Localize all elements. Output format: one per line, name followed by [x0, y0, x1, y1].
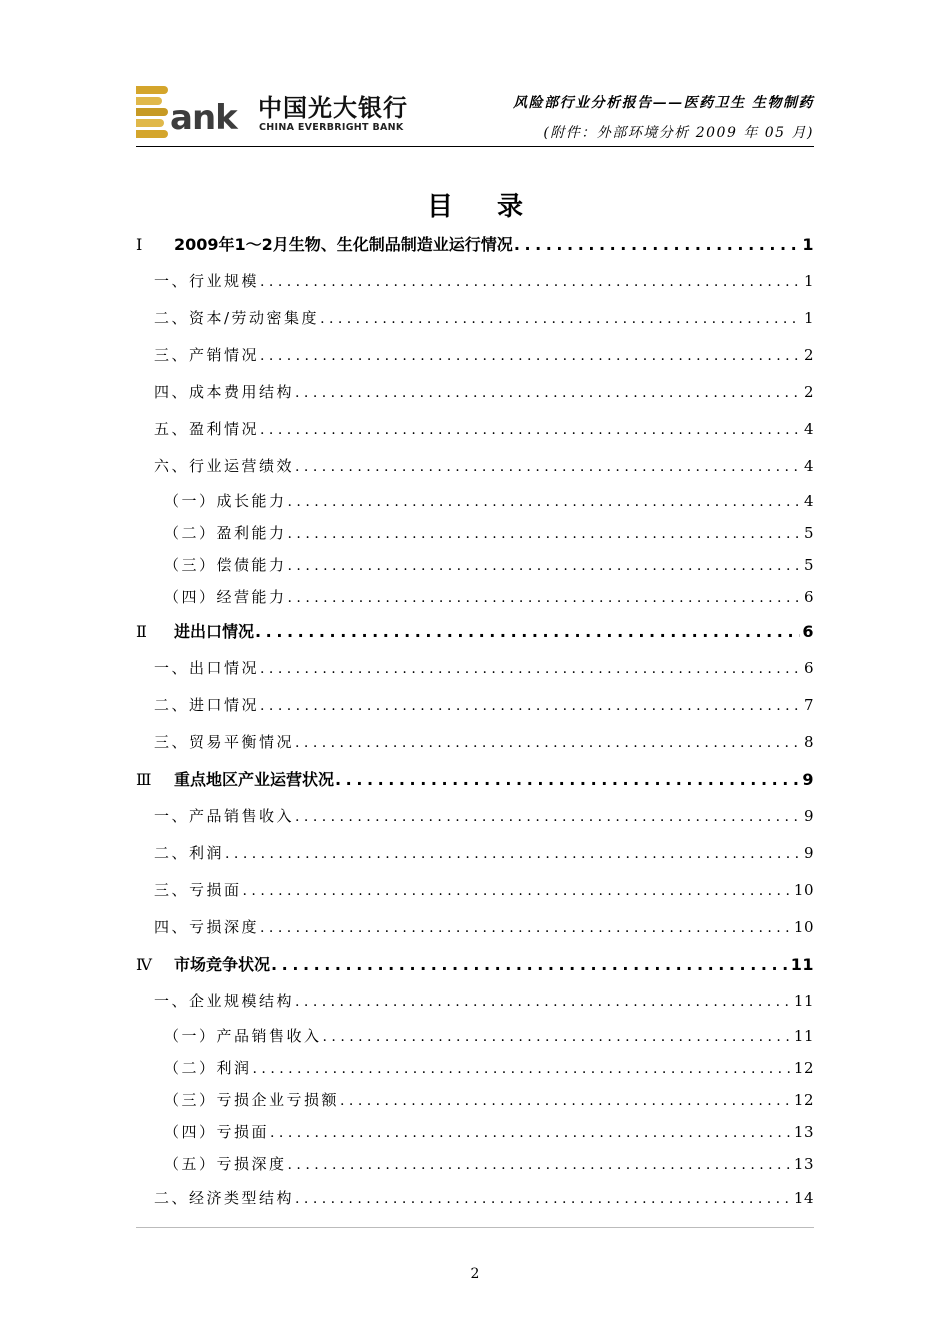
toc-entry-text: 三、贸易平衡情况	[154, 733, 295, 751]
toc-entry-label	[154, 448, 294, 485]
toc-entry-text: 四、亏损深度	[154, 918, 260, 936]
toc-entry[interactable]	[136, 517, 814, 549]
toc-dot-leader	[253, 1053, 792, 1084]
toc-entry-text: （四）亏损面	[164, 1123, 270, 1141]
toc-entry[interactable]	[136, 1148, 814, 1180]
toc-entry[interactable]	[136, 835, 814, 872]
toc-entry-text: 二、经济类型结构	[154, 1189, 295, 1207]
toc-entry-label	[164, 1052, 252, 1084]
toc-entry-label	[154, 687, 259, 724]
toc-entry[interactable]	[136, 613, 814, 650]
toc-page-number: 12	[793, 1091, 814, 1109]
toc-entry-label	[164, 581, 287, 613]
toc-entry-text: 进出口情况	[174, 622, 255, 641]
toc-entry[interactable]	[136, 798, 814, 835]
toc-entry-text: 三、产销情况	[154, 346, 260, 364]
toc-entry[interactable]	[136, 687, 814, 724]
toc-entry[interactable]	[136, 1052, 814, 1084]
toc-entry[interactable]	[136, 581, 814, 613]
footer-divider	[136, 1227, 814, 1228]
toc-entry-text: （三）偿债能力	[164, 556, 287, 574]
toc-entry-text: （一）成长能力	[164, 492, 287, 510]
toc-entry-text: 一、出口情况	[154, 659, 260, 677]
toc-dot-leader	[225, 836, 802, 872]
toc-page-number: 1	[802, 235, 814, 254]
toc-dot-leader	[288, 486, 802, 517]
toc-entry[interactable]	[136, 300, 814, 337]
toc-entry-label	[164, 485, 287, 517]
toc-entry-text: 三、亏损面	[154, 881, 242, 899]
page-header	[136, 70, 814, 148]
toc-dot-leader	[295, 799, 802, 835]
toc-entry-label	[164, 1020, 322, 1052]
toc-entry-text: （二）利润	[164, 1059, 252, 1077]
toc-dot-leader	[295, 375, 802, 411]
toc-dot-leader	[288, 550, 802, 581]
toc-dot-leader	[260, 412, 802, 448]
toc-entry-text: 一、企业规模结构	[154, 992, 295, 1010]
page-number: 2	[470, 1266, 480, 1282]
toc-dot-leader	[514, 226, 801, 263]
toc-dot-leader	[295, 1181, 792, 1217]
toc-entry-text: （五）亏损深度	[164, 1155, 287, 1173]
toc-page-number: 10	[793, 918, 814, 936]
logo-word-text: ank	[170, 98, 237, 138]
toc-dot-leader	[260, 264, 802, 300]
toc-title: 目录	[426, 192, 567, 222]
logo-english-name: CHINA EVERBRIGHT BANK	[259, 122, 404, 133]
toc-dot-leader	[243, 873, 792, 909]
toc-entry-label	[164, 517, 287, 549]
toc-page-number: 6	[803, 588, 814, 606]
toc-page-number: 11	[790, 955, 814, 974]
toc-page-number: 7	[803, 696, 814, 714]
toc-entry-text: 重点地区产业运营状况	[174, 770, 335, 789]
toc-page-number: 5	[803, 524, 814, 542]
toc-page-number: 9	[803, 844, 814, 862]
toc-entry[interactable]	[136, 724, 814, 761]
toc-entry[interactable]	[136, 448, 814, 485]
toc-dot-leader	[323, 1021, 792, 1052]
toc-dot-leader	[260, 651, 802, 687]
toc-entry-label	[154, 374, 294, 411]
toc-entry-text: 二、资本/劳动密集度	[154, 309, 320, 327]
toc-page-number: 8	[803, 733, 814, 751]
toc-dot-leader	[255, 613, 800, 650]
toc-entry-label	[164, 1148, 287, 1180]
toc-entry-text: 市场竞争状况	[174, 955, 271, 974]
toc-page-number: 4	[803, 492, 814, 510]
toc-dot-leader	[288, 518, 802, 549]
toc-entry[interactable]	[136, 1020, 814, 1052]
toc-page-number: 11	[793, 1027, 814, 1045]
toc-entry[interactable]	[136, 374, 814, 411]
logo-b-mark	[136, 86, 168, 138]
toc-entry-label	[136, 946, 270, 983]
toc-entry[interactable]	[136, 1116, 814, 1148]
toc-entry-label	[154, 337, 259, 374]
toc-entry-text: 2009年1～2月生物、生化制品制造业运行情况	[174, 235, 513, 254]
report-title: 风险部行业分析报告——医药卫生 生物制药	[513, 95, 814, 111]
toc-page-number: 12	[793, 1059, 814, 1077]
toc-dot-leader	[335, 761, 800, 798]
toc-entry-label	[136, 761, 334, 798]
toc-dot-leader	[340, 1085, 792, 1116]
toc-page-number: 1	[803, 309, 814, 327]
toc-entry[interactable]	[136, 946, 814, 983]
toc-dot-leader	[288, 1149, 792, 1180]
toc-entry[interactable]	[136, 263, 814, 300]
toc-entry-text: （二）盈利能力	[164, 524, 287, 542]
toc-page-number: 2	[803, 383, 814, 401]
toc-dot-leader	[295, 449, 802, 485]
report-subtitle: (附件：外部环境分析 2009 年 05 月)	[543, 125, 814, 141]
toc-section-number: Ⅱ	[136, 622, 147, 641]
toc-entry-text: 五、盈利情况	[154, 420, 260, 438]
toc-entry-label	[136, 226, 513, 263]
toc-entry-text: 二、利润	[154, 844, 225, 862]
toc-page-number: 13	[793, 1123, 814, 1141]
toc-page-number: 4	[803, 420, 814, 438]
toc-entry[interactable]	[136, 337, 814, 374]
toc-page-number: 9	[802, 770, 814, 789]
toc-entry[interactable]	[136, 650, 814, 687]
toc-page-number: 1	[803, 272, 814, 290]
toc-dot-leader	[295, 725, 802, 761]
toc-page-number: 10	[793, 881, 814, 899]
toc-entry-label	[154, 263, 259, 300]
toc-entry-text: 四、成本费用结构	[154, 383, 295, 401]
toc-section-number: Ⅰ	[136, 235, 143, 254]
toc-page-number: 4	[803, 457, 814, 475]
toc-entry-label	[154, 835, 224, 872]
toc-dot-leader	[320, 301, 802, 337]
toc-section-number: Ⅲ	[136, 770, 152, 789]
toc-entry[interactable]	[136, 549, 814, 581]
toc-dot-leader	[288, 582, 802, 613]
toc-entry-label	[154, 909, 259, 946]
toc-entry-label	[154, 411, 259, 448]
toc-page-number: 5	[803, 556, 814, 574]
toc-entry[interactable]	[136, 761, 814, 798]
toc-entry-label	[164, 1116, 269, 1148]
logo-chinese-name: 中国光大银行	[258, 94, 408, 122]
toc-entry-label	[154, 872, 242, 909]
toc-page-number: 13	[793, 1155, 814, 1173]
toc-entry[interactable]	[136, 485, 814, 517]
toc-dot-leader	[271, 946, 789, 983]
header-divider	[136, 146, 814, 147]
toc-page-number: 14	[793, 1189, 814, 1207]
toc-entry-text: 一、产品销售收入	[154, 807, 295, 825]
toc-page-number: 6	[802, 622, 814, 641]
toc-entry-label	[154, 300, 319, 337]
toc-page-number: 9	[803, 807, 814, 825]
toc-entry-label	[154, 798, 294, 835]
toc-entry-label	[164, 549, 287, 581]
toc-entry[interactable]	[136, 872, 814, 909]
toc-entry[interactable]	[136, 983, 814, 1020]
toc-entry-label	[154, 724, 294, 761]
bank-logo	[136, 82, 408, 142]
toc-entry[interactable]	[136, 909, 814, 946]
toc-entry-label	[154, 650, 259, 687]
toc-entry-text: 二、进口情况	[154, 696, 260, 714]
toc-page-number: 6	[803, 659, 814, 677]
toc-page-number: 11	[793, 992, 814, 1010]
toc-entry[interactable]	[136, 1180, 814, 1217]
toc-page-number: 2	[803, 346, 814, 364]
table-of-contents	[136, 226, 814, 1217]
toc-entry[interactable]	[136, 411, 814, 448]
toc-dot-leader	[270, 1117, 792, 1148]
toc-entry-text: 六、行业运营绩效	[154, 457, 295, 475]
toc-entry-text: （四）经营能力	[164, 588, 287, 606]
toc-entry-text: （三）亏损企业亏损额	[164, 1091, 340, 1109]
toc-entry-text: 一、行业规模	[154, 272, 260, 290]
toc-section-number: Ⅳ	[136, 955, 152, 974]
toc-dot-leader	[260, 338, 802, 374]
toc-entry[interactable]	[136, 226, 814, 263]
toc-entry-label	[154, 1180, 294, 1217]
toc-entry[interactable]	[136, 1084, 814, 1116]
toc-entry-label	[154, 983, 294, 1020]
logo-wordmark	[136, 82, 237, 138]
toc-entry-text: （一）产品销售收入	[164, 1027, 322, 1045]
toc-entry-label	[136, 613, 254, 650]
toc-dot-leader	[260, 910, 792, 946]
toc-dot-leader	[260, 688, 802, 724]
toc-entry-label	[164, 1084, 339, 1116]
toc-dot-leader	[295, 984, 792, 1020]
